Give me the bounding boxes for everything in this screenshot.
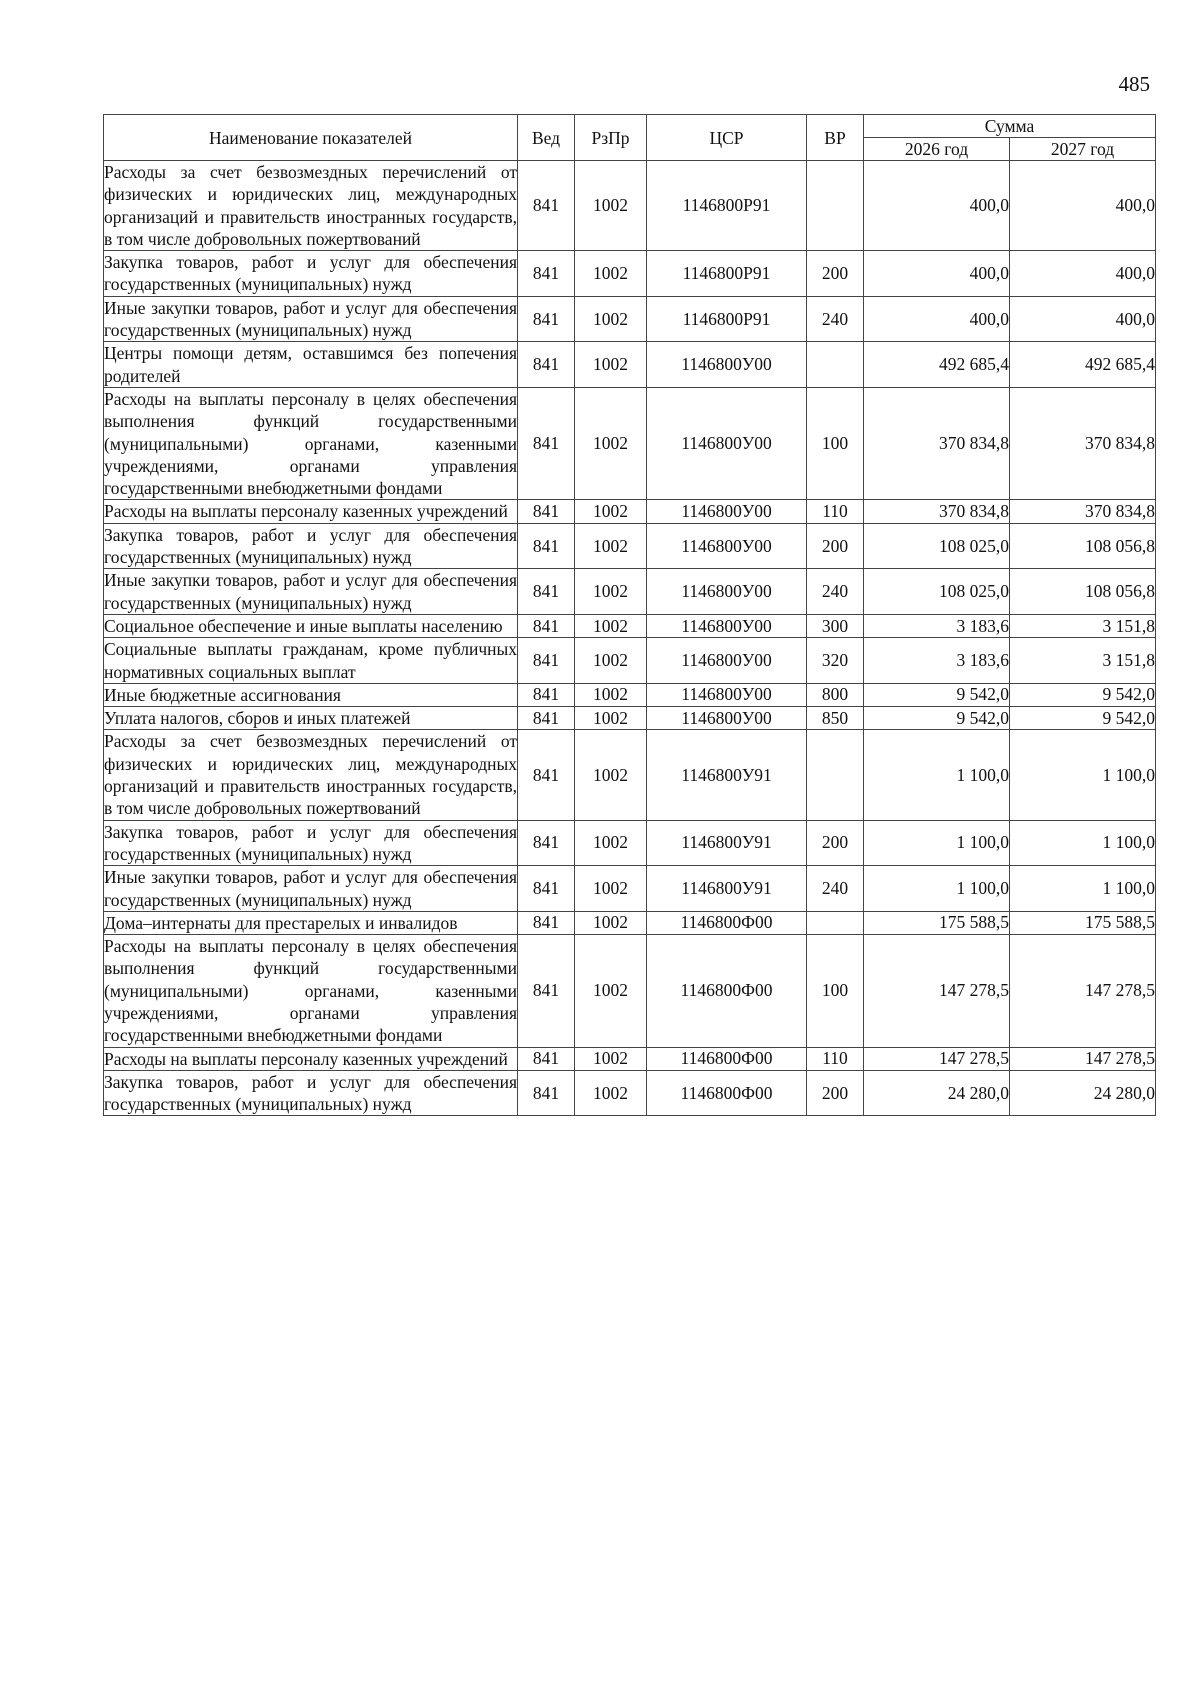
row-vr: 200	[807, 820, 864, 866]
row-name: Иные закупки товаров, работ и услуг для обеспечения государственных (муниципальных) нужд	[104, 297, 517, 341]
row-csr: 1146800У91	[647, 730, 807, 820]
table-row	[104, 638, 1156, 684]
row-name: Центры помощи детям, оставшимся без попечения родителей	[104, 343, 517, 386]
row-sum-2026: 175 588,5	[864, 911, 1010, 934]
table-row	[104, 730, 1156, 820]
row-ved: 841	[518, 935, 575, 1047]
header-ved: Вед	[518, 115, 575, 161]
row-ved: 841	[518, 523, 575, 569]
header-sum: Сумма	[864, 115, 1156, 138]
row-vr: 240	[807, 569, 864, 615]
table-row	[104, 251, 1156, 297]
row-vr: 200	[807, 251, 864, 297]
row-vr	[807, 161, 864, 251]
row-csr: 1146800У00	[647, 683, 807, 706]
row-csr: 1146800Ф00	[647, 935, 807, 1047]
row-name: Уплата налогов, сборов и иных платежей	[104, 707, 518, 730]
row-rzpr: 1002	[575, 614, 647, 637]
row-sum-2027: 370 834,8	[1010, 500, 1156, 523]
row-sum-2027: 1 100,0	[1010, 866, 1156, 912]
row-sum-2027: 9 542,0	[1010, 683, 1156, 706]
table-row	[104, 569, 1156, 615]
row-rzpr: 1002	[575, 683, 647, 706]
row-csr: 1146800У91	[647, 866, 807, 912]
row-sum-2026: 370 834,8	[864, 500, 1010, 523]
row-name: Закупка товаров, работ и услуг для обеспечения государственных (муниципальных) нужд	[104, 821, 517, 864]
row-ved: 841	[518, 161, 575, 251]
row-ved: 841	[518, 707, 575, 730]
header-year-2027: 2027 год	[1010, 138, 1156, 161]
row-vr: 100	[807, 387, 864, 499]
row-sum-2026: 400,0	[864, 161, 1010, 251]
row-sum-2027: 1 100,0	[1010, 820, 1156, 866]
row-name: Иные закупки товаров, работ и услуг для обеспечения государственных (муниципальных) нужд	[104, 867, 517, 910]
row-rzpr: 1002	[575, 500, 647, 523]
row-sum-2027: 3 151,8	[1010, 638, 1156, 684]
row-ved: 841	[518, 251, 575, 297]
row-name: Дома–интернаты для престарелых и инвалидов	[104, 911, 518, 934]
row-ved: 841	[518, 1070, 575, 1116]
row-sum-2026: 400,0	[864, 296, 1010, 342]
row-sum-2027: 400,0	[1010, 296, 1156, 342]
row-csr: 1146800У00	[647, 707, 807, 730]
table-row	[104, 1047, 1156, 1070]
row-rzpr: 1002	[575, 387, 647, 499]
table-row	[104, 1070, 1156, 1116]
row-csr: 1146800У00	[647, 569, 807, 615]
row-sum-2027: 108 056,8	[1010, 523, 1156, 569]
row-sum-2026: 3 183,6	[864, 638, 1010, 684]
table-row	[104, 161, 1156, 251]
row-csr: 1146800У00	[647, 342, 807, 388]
row-sum-2027: 24 280,0	[1010, 1070, 1156, 1116]
row-rzpr: 1002	[575, 730, 647, 820]
row-rzpr: 1002	[575, 342, 647, 388]
row-sum-2026: 147 278,5	[864, 1047, 1010, 1070]
row-rzpr: 1002	[575, 523, 647, 569]
row-ved: 841	[518, 1047, 575, 1070]
row-sum-2026: 9 542,0	[864, 683, 1010, 706]
row-rzpr: 1002	[575, 866, 647, 912]
row-name: Расходы на выплаты персоналу в целях обеспечения выполнения функций государственными (муниципальными) органами, казенными учреждениями, органами управления государственными внебюджетными фондами	[104, 936, 517, 1046]
row-sum-2026: 1 100,0	[864, 820, 1010, 866]
row-rzpr: 1002	[575, 161, 647, 251]
row-vr: 320	[807, 638, 864, 684]
row-ved: 841	[518, 569, 575, 615]
row-sum-2026: 1 100,0	[864, 730, 1010, 820]
row-csr: 1146800У00	[647, 500, 807, 523]
header-name: Наименование показателей	[104, 115, 518, 161]
header-row	[104, 115, 1156, 138]
row-vr: 300	[807, 614, 864, 637]
table-row	[104, 820, 1156, 866]
row-sum-2027: 1 100,0	[1010, 730, 1156, 820]
row-vr	[807, 911, 864, 934]
row-ved: 841	[518, 500, 575, 523]
row-sum-2026: 370 834,8	[864, 387, 1010, 499]
row-vr: 850	[807, 707, 864, 730]
row-ved: 841	[518, 683, 575, 706]
row-vr: 110	[807, 500, 864, 523]
row-name: Закупка товаров, работ и услуг для обеспечения государственных (муниципальных) нужд	[104, 1071, 517, 1115]
row-csr: 1146800Р91	[647, 251, 807, 297]
row-sum-2026: 9 542,0	[864, 707, 1010, 730]
row-ved: 841	[518, 730, 575, 820]
row-vr: 100	[807, 935, 864, 1047]
row-ved: 841	[518, 911, 575, 934]
row-sum-2027: 175 588,5	[1010, 911, 1156, 934]
row-name: Закупка товаров, работ и услуг для обеспечения государственных (муниципальных) нужд	[104, 252, 517, 295]
row-vr	[807, 730, 864, 820]
row-name: Расходы на выплаты персоналу в целях обеспечения выполнения функций государственными (муниципальными) органами, казенными учреждениями, органами управления государственными внебюджетными фондами	[104, 388, 517, 499]
row-sum-2027: 400,0	[1010, 161, 1156, 251]
row-sum-2027: 370 834,8	[1010, 387, 1156, 499]
header-vr: ВР	[807, 115, 864, 161]
row-sum-2026: 492 685,4	[864, 342, 1010, 388]
row-csr: 1146800У00	[647, 523, 807, 569]
header-csr: ЦСР	[647, 115, 807, 161]
row-sum-2027: 9 542,0	[1010, 707, 1156, 730]
row-rzpr: 1002	[575, 820, 647, 866]
row-ved: 841	[518, 342, 575, 388]
row-sum-2026: 3 183,6	[864, 614, 1010, 637]
table-row	[104, 935, 1156, 1047]
header-rzpr: РзПр	[575, 115, 647, 161]
table-row	[104, 614, 1156, 637]
row-sum-2026: 108 025,0	[864, 523, 1010, 569]
row-ved: 841	[518, 614, 575, 637]
row-ved: 841	[518, 387, 575, 499]
budget-table	[103, 114, 1156, 1116]
row-sum-2027: 147 278,5	[1010, 1047, 1156, 1070]
row-csr: 1146800Р91	[647, 296, 807, 342]
row-sum-2026: 400,0	[864, 251, 1010, 297]
table-row	[104, 500, 1156, 523]
row-sum-2027: 147 278,5	[1010, 935, 1156, 1047]
row-sum-2026: 108 025,0	[864, 569, 1010, 615]
row-rzpr: 1002	[575, 1070, 647, 1116]
row-name: Расходы за счет безвозмездных перечислений от физических и юридических лиц, международных организаций и правительств иностранных государств, в том числе добровольных пожертвований	[104, 731, 517, 819]
row-ved: 841	[518, 820, 575, 866]
table-row	[104, 911, 1156, 934]
row-csr: 1146800У00	[647, 638, 807, 684]
row-csr: 1146800У00	[647, 387, 807, 499]
table-row	[104, 683, 1156, 706]
row-vr: 110	[807, 1047, 864, 1070]
row-sum-2026: 147 278,5	[864, 935, 1010, 1047]
row-rzpr: 1002	[575, 638, 647, 684]
row-name: Закупка товаров, работ и услуг для обеспечения государственных (муниципальных) нужд	[104, 524, 517, 568]
row-csr: 1146800У00	[647, 614, 807, 637]
row-name: Расходы на выплаты персоналу казенных учреждений	[104, 500, 518, 523]
row-sum-2026: 1 100,0	[864, 866, 1010, 912]
row-name: Расходы на выплаты персоналу казенных учреждений	[104, 1047, 518, 1070]
table-row	[104, 342, 1156, 388]
row-csr: 1146800Ф00	[647, 1070, 807, 1116]
row-ved: 841	[518, 296, 575, 342]
row-rzpr: 1002	[575, 707, 647, 730]
row-vr: 200	[807, 1070, 864, 1116]
row-vr: 240	[807, 866, 864, 912]
row-sum-2027: 3 151,8	[1010, 614, 1156, 637]
row-csr: 1146800Ф00	[647, 1047, 807, 1070]
row-name: Социальные выплаты гражданам, кроме публичных нормативных социальных выплат	[104, 639, 517, 682]
row-name: Иные бюджетные ассигнования	[104, 683, 518, 706]
row-rzpr: 1002	[575, 569, 647, 615]
table-row	[104, 707, 1156, 730]
row-vr: 800	[807, 683, 864, 706]
row-name: Иные закупки товаров, работ и услуг для обеспечения государственных (муниципальных) нужд	[104, 570, 517, 613]
row-rzpr: 1002	[575, 296, 647, 342]
table-row	[104, 296, 1156, 342]
row-sum-2027: 108 056,8	[1010, 569, 1156, 615]
row-csr: 1146800Ф00	[647, 911, 807, 934]
row-vr	[807, 342, 864, 388]
header-year-2026: 2026 год	[864, 138, 1010, 161]
page-number: 485	[1118, 72, 1150, 96]
row-name: Социальное обеспечение и иные выплаты населению	[104, 614, 518, 637]
row-csr: 1146800У91	[647, 820, 807, 866]
row-sum-2026: 24 280,0	[864, 1070, 1010, 1116]
row-ved: 841	[518, 638, 575, 684]
row-rzpr: 1002	[575, 911, 647, 934]
row-rzpr: 1002	[575, 1047, 647, 1070]
row-rzpr: 1002	[575, 935, 647, 1047]
row-ved: 841	[518, 866, 575, 912]
row-sum-2027: 492 685,4	[1010, 342, 1156, 388]
row-sum-2027: 400,0	[1010, 251, 1156, 297]
table-row	[104, 866, 1156, 912]
row-vr: 200	[807, 523, 864, 569]
row-csr: 1146800Р91	[647, 161, 807, 251]
table-row	[104, 523, 1156, 569]
table-row	[104, 387, 1156, 499]
row-name: Расходы за счет безвозмездных перечислений от физических и юридических лиц, международных организаций и правительств иностранных государств, в том числе добровольных пожертвований	[104, 162, 517, 249]
row-vr: 240	[807, 296, 864, 342]
row-rzpr: 1002	[575, 251, 647, 297]
